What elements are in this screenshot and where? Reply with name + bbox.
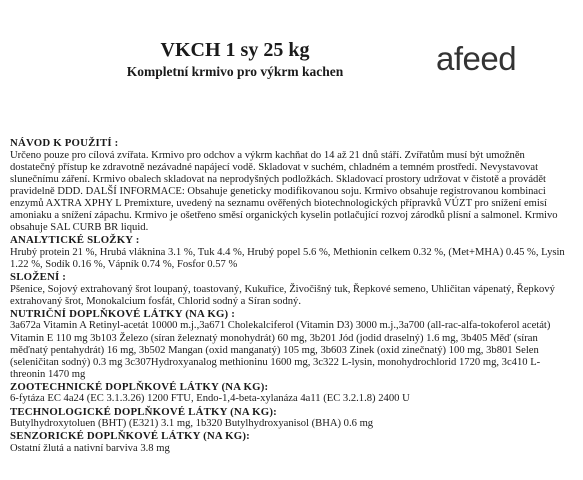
afeed-logo: afeed [436,40,517,77]
nutritional-section [10,308,570,381]
sensory-heading: SENZORICKÉ DOPLŇKOVÉ LÁTKY (NA KG): [10,430,250,443]
technological-text: Butylhydroxytoluen (BHT) (E321) 3.1 mg, 1b320 Butylhydroxyanisol (BHA) 0.6 mg [10,418,374,430]
analytical-text: Hrubý protein 21 %, Hrubá vláknina 3.1 %, Tuk 4.4 %, Hrubý popel 5.6 %, Methionin celkem 0.32 %, (Met+MHA) 0.45 %, Lysin 1.22 %, Sodík 0.16 %, Vápník 0.74 %, Fosfor 0.57 % [10,246,565,270]
product-subtitle: Kompletní krmivo pro výkrm kachen [126,64,344,79]
analytical-section [10,234,570,271]
nutritional-text: 3a672a Vitamin A Retinyl-acetát 10000 m.j.,3a671 Cholekalciferol (Vitamin D3) 3000 m.j.,3a700 (all-rac-alfa-tokoferol acetát) Vitamin E 110 mg 3b103 Železo (síran železnatý monohydrát) 60 mg, 3b201 Jód (jodid draselný) 1.6 mg, 3b405 Měď (síran měďnatý pentahydrát) 16 mg, 3b502 Mangan (oxid manganatý) 105 mg, 3b603 Zinek (oxid zinečnatý) 100 mg, 3b801 Selen (seleničitan sodný) 0.3 mg 3c307Hydroxyanalog methioninu 1600 mg, 3c322 L-lysin, monohydrochlorid 1720 mg, 3c410 L-threonin 1470 mg [10,320,551,380]
technological-heading: TECHNOLOGICKÉ DOPLŇKOVÉ LÁTKY (NA KG): [10,405,277,418]
composition-text: Pšenice, Sojový extrahovaný šrot loupaný, toastovaný, Kukuřice, Živočišný tuk, Řepkové semeno, Uhličitan vápenatý, Řepkový extrahovaný šrot, Monokalcium fosfát, Chlorid sodný a Síran sodný. [10,283,555,307]
composition-section [10,271,570,308]
sensory-section [10,430,570,455]
zootechnical-heading: ZOOTECHNICKÉ DOPLŇKOVÉ LÁTKY (NA KG): [10,380,269,393]
sensory-text: Ostatní žlutá a nativní barviva 3.8 mg [10,442,170,454]
analytical-heading: ANALYTICKÉ SLOŽKY : [10,234,140,247]
nutritional-heading: NUTRIČNÍ DOPLŇKOVÉ LÁTKY (NA KG) : [10,307,236,320]
usage-heading: NÁVOD K POUŽITÍ : [10,137,119,149]
zootechnical-text: 6-fytáza EC 4a24 (EC 3.1.3.26) 1200 FTU, Endo-1,4-beta-xylanáza 4a11 (EC 3.2.1.8) 2400 U [10,393,410,405]
composition-heading: SLOŽENÍ : [10,271,67,284]
label-content [10,137,570,455]
technological-section [10,406,570,431]
zootechnical-section [10,381,570,406]
usage-text: Určeno pouze pro cílová zvířata. Krmivo pro odchov a výkrm kachňat do 14 až 21 dnů stáří. Zvířatům musí být umožněn dostatečný přístup ke zdravotně nezávadné napájecí vodě. Skladovat v suchém, chladném a temném prostředí. Nevystavovat slunečnímu záření. Krmivo obalech skladovat na neprodyšných podložkách. Skladovací prostory udržovat v čistotě a provádět pravidelně DDD. DALŠÍ INFORMACE: Obsahuje geneticky modifikovanou soju. Krmivo obsahuje registrovanou kombinaci enzymů AXTRA XPHY L Premixture, uvedený na seznamu ověřených biotechnologických přípravků VÚZT pro snížení emisí amoniaku a snížení zápachu. Krmivo je ošetřeno směsí organických kyselin potlačující rozvoj zárodků plísní a salmonel. Krmivo obsahuje SAL CURB BR liquid. [10,149,558,234]
product-title: VKCH 1 sy 25 kg [160,39,310,61]
usage-section [10,137,570,234]
